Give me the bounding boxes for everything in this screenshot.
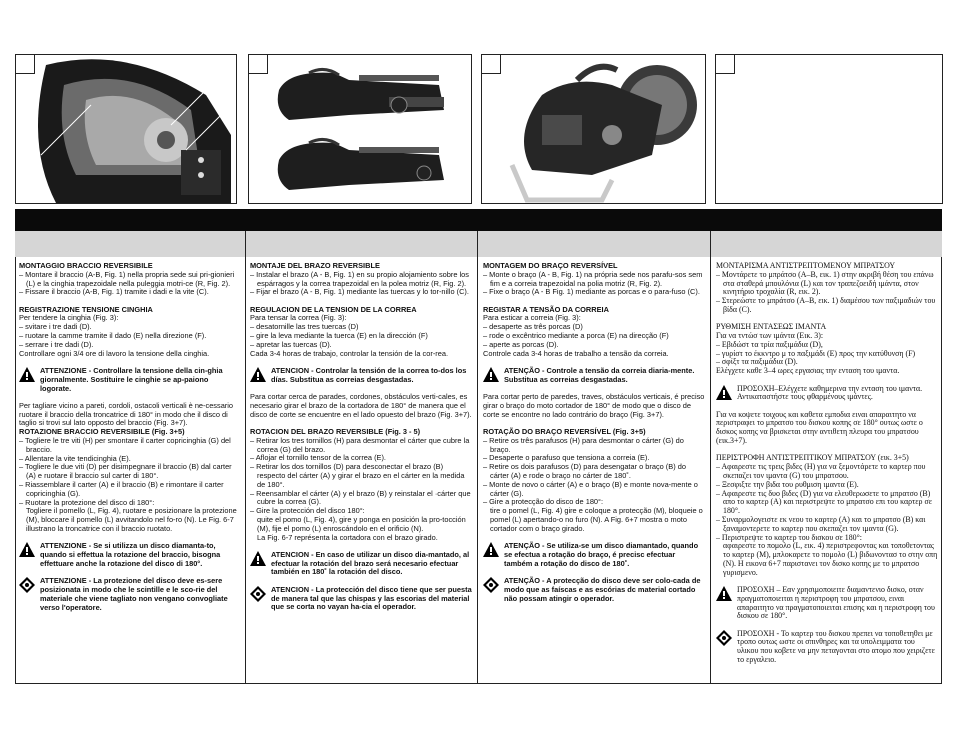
- section-title: ΠΕΡΙΣΤΡΟΦΗ ΑΝΤΙΣΤΡΕΠΤΙΚΟΥ ΜΠΡΑΤΣΟΥ (εικ. 3+5): [716, 453, 909, 463]
- list-item: – Instalar el brazo (A - B, Fig. 1) en su propio alojamiento sobre los espárragos y la correa trapezoidal en la polea motriz (R, Fig. 2).: [250, 269, 469, 288]
- list-item: – Περιστρεψτε το καρτερ του δισκου σε 180°:: [716, 532, 862, 542]
- section-title: ROTACION DEL BRAZO REVERSIBLE (Fig. 3 - 5): [250, 426, 421, 436]
- warning-text: ATTENZIONE - Controllare la tensione della cin-ghia giornalmente. Sostituire le cinghie se ap-paiono logorate.: [40, 365, 223, 393]
- column-divider: [710, 231, 711, 684]
- list-item: – Gire la protección del disco 180°:: [250, 506, 365, 516]
- header-black-bar: [15, 209, 942, 231]
- section-title: ΡΥΘΜΙΣΗ ΕΝΤΑΣΕΩΣ ΙΜΑΝΤΑ: [716, 322, 827, 332]
- list-item: – Εβιδώστ τα τρία παξιμάδια (D),: [716, 339, 823, 349]
- list-item: – Gire a protecção do disco de 180°:: [483, 497, 604, 507]
- section-title: REGISTAR A TENSÃO DA CORREIA: [483, 304, 609, 314]
- warning-box: [716, 630, 938, 665]
- warning-triangle-icon: [716, 385, 732, 400]
- section-title: ROTAÇÃO DO BRAÇO REVERSÍVEL (Fig. 3+5): [483, 426, 646, 436]
- paragraph: Per tendere la cinghia (Fig. 3):: [19, 313, 119, 323]
- warning-triangle-icon: [19, 542, 35, 557]
- section-title: MONTAJE DEL BRAZO REVERSIBLE: [250, 261, 380, 270]
- section-title: MONTAGGIO BRACCIO REVERSIBILE: [19, 261, 153, 270]
- list-item: – Ξεσφιξτε την βιδα του ρυθμιση ιμαντα (E).: [716, 479, 859, 489]
- warning-box: [250, 586, 472, 612]
- list-item: – Monte o braço (A - B, Fig. 1) na própria sede nos parafu-sos sem fim e a correia trapezoidal na polia motriz (R, Fig. 2).: [483, 269, 703, 288]
- eye-protection-icon: [483, 577, 499, 592]
- list-item: – Desaperte o parafuso que tensiona a correia (E).: [483, 453, 650, 463]
- warning-text: ATENCION - La protección del disco tiene que ser puesta de manera tal que las chispas y las escorias del material que se corta no vayan ha-cia el operador.: [271, 584, 472, 612]
- warning-box: [483, 577, 705, 603]
- list-item: – Ruotare la protezione del disco di 180°:: [19, 497, 155, 507]
- header-grey-row: [15, 231, 942, 257]
- list-item: – Fissare il braccio (A-B, Fig. 1) tramite i dadi e la vite (C).: [19, 287, 209, 297]
- paragraph: Para esticar a correia (Fig. 3):: [483, 313, 581, 323]
- list-item: – Togliere le tre viti (H) per smontare il carter copricinghia (G) del braccio.: [19, 436, 231, 454]
- figure-2-panel: [248, 54, 472, 204]
- list-item: – Στερεώστε το μπράτσο (A–B, εικ. 1) διαμέσου των παξιμαδιών του βίδα (C).: [716, 296, 936, 314]
- warning-box: [19, 577, 241, 612]
- figure-2-image: [249, 55, 471, 203]
- warning-box: [483, 367, 705, 385]
- list-item: – Retire os três parafusos (H) para desmontar o cárter (G) do braço.: [483, 435, 684, 454]
- list-item: – ruotare la camme tramite il dado (E) nella direzione (F).: [19, 331, 207, 341]
- figure-1-panel: [15, 54, 237, 204]
- figure-4-panel: [715, 54, 943, 204]
- list-item: – gire la leva mediante la tuerca (E) en la dirección (F): [250, 331, 428, 341]
- warning-triangle-icon: [250, 367, 266, 382]
- warning-text: ATENCION - Controlar la tensión de la correa to-dos los días. Substitua as correias desgastadas.: [271, 365, 467, 384]
- list-item: – apretar las tuercas (D).: [250, 339, 332, 349]
- column-spanish: [250, 262, 472, 612]
- warning-text: ATENCION - En caso de utilizar un disco dia-mantado, al efectuar la rotación del brazo será necesario efectuar también en 180˚ la rotación del disco.: [271, 549, 470, 577]
- paragraph: Controle cada 3-4 horas de trabalho a tensão da correia.: [483, 348, 669, 358]
- section-title: REGULACION DE LA TENSION DE LA CORREA: [250, 304, 417, 314]
- warning-triangle-icon: [250, 551, 266, 566]
- warning-box: [19, 367, 241, 393]
- eye-protection-icon: [19, 577, 35, 592]
- section-title: REGISTRAZIONE TENSIONE CINGHIA: [19, 304, 153, 314]
- warning-box: [716, 586, 938, 621]
- warning-text: ΠΡΟΣΟΧΗ – Εαν χρησιμοποιειτε διαμαντενιο δισκο, οταν πραγματοποιειται η περιστροφη του μπρατσου, ειναι απαραιτητο να πραγματοποιειται επισης και η περιστροφη του δισκου σε 180°.: [737, 585, 935, 621]
- warning-text: ATTENZIONE - La protezione del disco deve es-sere posizionata in modo che le scintille e le sco-rie del materiale che viene tagliato non vengano convogliate verso l'operatore.: [40, 576, 228, 612]
- list-item: – Retirar los tres tornillos (H) para desmontar el cárter que cubre la correa (G) del brazo.: [250, 435, 470, 454]
- list-item: – Retire os dois parafusos (D) para desengatar o braço (B) do cárter (A) e rode o braço no cárter de 180˚.: [483, 462, 686, 480]
- section-title: MONTAGEM DO BRAÇO REVERSÍVEL: [483, 261, 618, 270]
- section-title: ΜΟΝΤΑΡΙΣΜΑ ΑΝΤΙΣΤΡΕΠΤΟΜΕΝΟΥ ΜΠΡΑΤΣΟΥ: [716, 261, 896, 270]
- paragraph: Para tensar la correa (Fig. 3):: [250, 313, 347, 323]
- list-item: – Fijar el brazo (A - B, Fig. 1) mediante las tuercas y lo tor-nillo (C).: [250, 287, 469, 297]
- figure-number-box: [249, 55, 268, 74]
- figure-number-box: [16, 55, 35, 74]
- paragraph: Ελέγχετε καθε 3–4 ωρες εργασιας την ενταση του ιμαντα.: [716, 366, 900, 376]
- list-item: – σφίξτ τα παξιμάδια (D).: [716, 357, 798, 367]
- list-item: – Allentare la vite tendicinghia (E).: [19, 453, 131, 463]
- warning-box: [19, 542, 241, 568]
- list-item: – desatornille las tres tuercas (D): [250, 322, 359, 332]
- column-divider: [477, 231, 478, 684]
- paragraph: Togliere il pomello (L, Fig. 4), ruotare e posizionare la protezione (M), bloccare il pomello (L) avvitandolo nel fo-ro (N). Le Fig. 6-7 illustrano la troncatrice con il braccio ruotato.: [26, 506, 237, 534]
- list-item: – γυρίστ το έκκντρο μ το παξιμάδι (E) προς την κατύθυνση (F): [716, 348, 916, 358]
- warning-box: [716, 385, 938, 403]
- figure-number-box: [716, 55, 735, 74]
- warning-box: [250, 551, 472, 577]
- warning-text: ATTENZIONE - Se si utilizza un disco diamanta-to, quando si effettua la rotazione del braccio, bisogna effettuare anche la rotazione del disco di 180°.: [40, 541, 221, 568]
- paragraph: Para cortar cerca de parades, cordones, obstáculos verti-cales, es necesario girar el brazo de la cortadora de 180° de manera que el disco de corte se encuentre en el lado opuesto del brazo (Fig. 3+7).: [250, 392, 472, 419]
- paragraph: La Fig. 6-7 représenta la cortadora con el brazo girado.: [257, 532, 438, 542]
- paragraph: Για να τντώσ των ιμάντα (Εικ. 3):: [716, 331, 824, 341]
- warning-box: [250, 367, 472, 385]
- paragraph: quite el pomo (L, Fig. 4), gire y ponga en posición la pro-tocción (M), fije el pomo (L) enroscándolo en el orificio (N).: [257, 514, 466, 533]
- list-item: – Riassemblare il carter (A) e il braccio (B) e rimontare il carter copricinghia (G).: [19, 480, 224, 498]
- column-greek: [716, 262, 938, 665]
- list-item: – Retirar los dos tornillos (D) para desconectar el brazo (B) respecto del cárter (A) y girar el brazo en el cárter en la medida de 180°.: [250, 462, 465, 489]
- paragraph: Cada 3-4 horas de trabajo, controlar la tensión de la cor-rea.: [250, 348, 449, 358]
- list-item: – Togliere le due viti (D) per disimpegnare il braccio (B) dal carter (A) e ruotare il braccio sul carter di 180°.: [19, 462, 232, 481]
- warning-text: ATENÇÃO - Controle a tensão da correia diaria-mente. Substitua as correias desgastadas.: [504, 365, 695, 384]
- list-item: – Αφαιρεστε τις δυο βιδες (D) για να ελευθερωσετε το μπρατσο (B) απο το καρτερ (A) και περιστρεψτε το μπρατσο επι του καρτερ σε 180°.: [716, 488, 933, 516]
- eye-protection-icon: [716, 630, 732, 645]
- list-item: – rode o excêntrico mediante a porca (E) na direcção (F): [483, 331, 669, 341]
- list-item: – Aflojar el tornillo tensor de la correa (E).: [250, 453, 386, 463]
- paragraph: Per tagliare vicino a pareti, cordoli, ostacoli verticali è ne-cessario ruotare il braccio della troncatrice di 180° in modo che il disco di taglio si trovi sul lato opposto del braccio (Fig. 3+7).: [19, 400, 234, 428]
- warning-text: ATENÇÃO - A protecção do disco deve ser colo-cada de modo que as faíscas e as escórias dc material cortado não possam atingir o operador.: [504, 575, 701, 603]
- warning-text: ΠΡΟΣΟΧΗ–Ελέγχετε καθημερινα την ενταση του ιμαντα. Αντικαταστήστε τους φθαρμένους ιμάντες.: [737, 383, 923, 402]
- list-item: – desaperte as três porcas (D): [483, 322, 583, 332]
- eye-protection-icon: [250, 586, 266, 601]
- column-divider: [245, 231, 246, 684]
- warning-triangle-icon: [483, 367, 499, 382]
- list-item: – Αφαιρεστε τις τρεις βιδες (H) για να ξεμοντάρετε το καρτερ που σκεπαζει τον ιμαντα (G) του μπρατσου.: [716, 462, 926, 480]
- list-item: – Reensamblar el cárter (A) y el brazo (B) y reinstalar el ·cárter que cubre la correa (G).: [250, 488, 471, 507]
- figure-number-box: [482, 55, 501, 74]
- list-item: – serrare i tre dadi (D).: [19, 339, 94, 349]
- warning-triangle-icon: [483, 542, 499, 557]
- list-item: – Montare il braccio (A-B, Fig. 1) nella propria sede sui pri-gionieri (L) e la cinghia trapezoidale nella puleggia motri-ce (R, Fig. 2).: [19, 269, 235, 288]
- paragraph: αφαιρεστε το πομολο (L, εικ. 4) περιστρεφοντας και τοποθετοντας το καρτερ (M), μπλοκαρετε το πομολο (L) βιδωνοντασ το στην οπη (N). Η εικονα 6+7 παριστανει τον δισκο κοπης με το μπρατσο γυρισμενο.: [723, 541, 938, 577]
- figure-3-image: [482, 55, 705, 203]
- list-item: – aperte as porcas (D).: [483, 339, 559, 349]
- list-item: – Fixe o braço (A - B Fig. 1) mediante as porcas e o para-fuso (C).: [483, 287, 700, 297]
- figure-1-image: [16, 55, 236, 203]
- column-italian: [19, 262, 241, 612]
- paragraph: Controllare ogni 3/4 ore di lavoro la tensione della cinghia.: [19, 348, 210, 358]
- list-item: – Μοντάρετε το μπράτσο (A–B, εικ. 1) στην ακριβή θέση του επάνω στα σταθερά μπουλόνια (L) και τον τραπεζοειδή ιμάντα, στον κινητήριο τροχαλία (R, εικ. 2).: [716, 269, 934, 297]
- list-item: – svitare i tre dadi (D).: [19, 322, 92, 332]
- warning-text: ΠΡΟΣΟΧΗ - Το καρτερ του δισκου πρεπει να τοποθετηθει με τροπο ουτως ωστε οι σπινθηρες και τα υπολειμματα του υλικου που κοβετε να μην πεταγονται στο ατομο που χειριζετε το εργαλειο.: [737, 628, 935, 665]
- paragraph: Για να κοψετε τοιχους και καθετα εμποδια ειναι απαραιτητο να περιστραφει το μπρατσο του δισκου κοπης σε 180° ουτως ωστε ο δισκος κοπης να βρισκεται στην αντιθετη πλευρα του μπρατσου (εικ.3+7).: [716, 409, 923, 446]
- paragraph: tire o pomel (L, Fig. 4) gire e coloque a protecção (M), bloqueie o pomel (L) apertando-o no furo (N). A Fig. 6+7 mostra o moto cortador com o braço girado.: [490, 506, 703, 533]
- warning-text: ATENÇÃO - Se utiliza-se um disco diamantado, quando se efectua a rotação do braço, é precisc efectuar também a rotação do disco de 180˚.: [504, 541, 699, 568]
- list-item: – Συναρμολογειστε εκ νεου το καρτερ (A) και το μπρατσο (B) και ξαναμοντερετε το καρτερ που σκεπαζει τον ιμαντα (G).: [716, 514, 926, 533]
- section-title: ROTAZIONE BRACCIO REVERSIBILE (Fig. 3+5): [19, 427, 185, 437]
- figure-3-panel: [481, 54, 706, 204]
- warning-triangle-icon: [19, 367, 35, 382]
- column-portuguese: [483, 262, 705, 603]
- warning-box: [483, 542, 705, 568]
- paragraph: Para cortar perto de paredes, traves, obstáculos verticais, é preciso girar o braço do moto cortador de 180° de modo que o disco de corte se encontre no lado contrário do braço (Fig. 3+7).: [483, 392, 705, 419]
- warning-triangle-icon: [716, 586, 732, 601]
- list-item: – Monte de novo o cárter (A) e o braço (B) e monte nova-mente o cárter (G).: [483, 479, 698, 498]
